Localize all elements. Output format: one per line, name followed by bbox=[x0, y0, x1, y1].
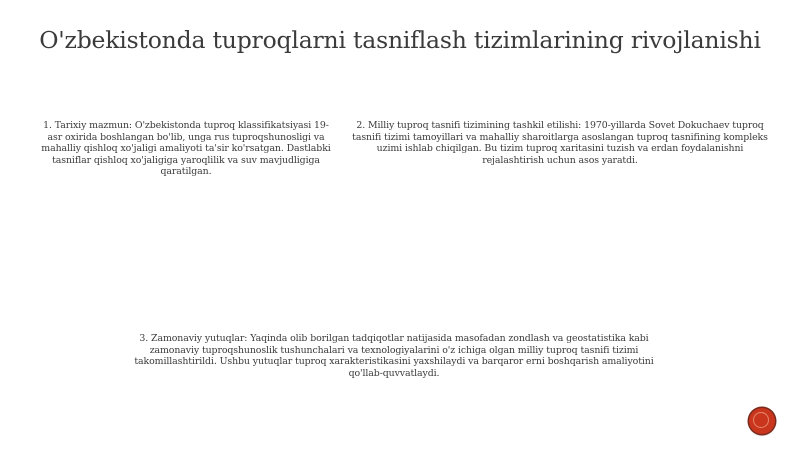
text-block-national-system: 2. Milliy tuproq tasnifi tizimining tashkil etilishi: 1970-yillarda Sovet Dokuchaev tuproq tasnifi tizimi tamoyillari va mahalliy sharoitlarga asoslangan tuproq tasnifining kompleks uzimi ishlab chiqilgan. Bu tizim tuproq xaritasini tuzish va erdan foydalanishni rejalashtirish uchun asos yaratdi. bbox=[352, 120, 768, 166]
text-block-historical-context: 1. Tarixiy mazmun: O'zbekistonda tuproq klassifikatsiyasi 19-asr oxirida boshlangan bo'lib, unga rus tuproqshunosligi va mahalliy qishloq xo'jaligi amaliyoti ta'sir ko'rsatgan. Dastlabki tasniflar qishloq xo'jaligiga yaroqlilik va suv mavjudligiga qaratilgan. bbox=[41, 120, 331, 178]
slide-title: O'zbekistonda tuproqlarni tasniflash tizimlarining rivojlanishi bbox=[39, 26, 761, 54]
text-block-modern-achievements: 3. Zamonaviy yutuqlar: Yaqinda olib borilgan tadqiqotlar natijasida masofadan zondlash va geostatistika kabi zamonaviy tuproqshunoslik tushunchalari va texnologiyalarini o'z ichiga olgan milliy tuproq tasnifi tizimi takomillashtirildi. Ushbu yutuqlar tuproq xarakteristikasini yaxshilaydi va barqaror erni boshqarish amaliyotini qo'llab-quvvatlaydi. bbox=[134, 333, 654, 379]
circle-nav-icon[interactable] bbox=[749, 408, 775, 434]
